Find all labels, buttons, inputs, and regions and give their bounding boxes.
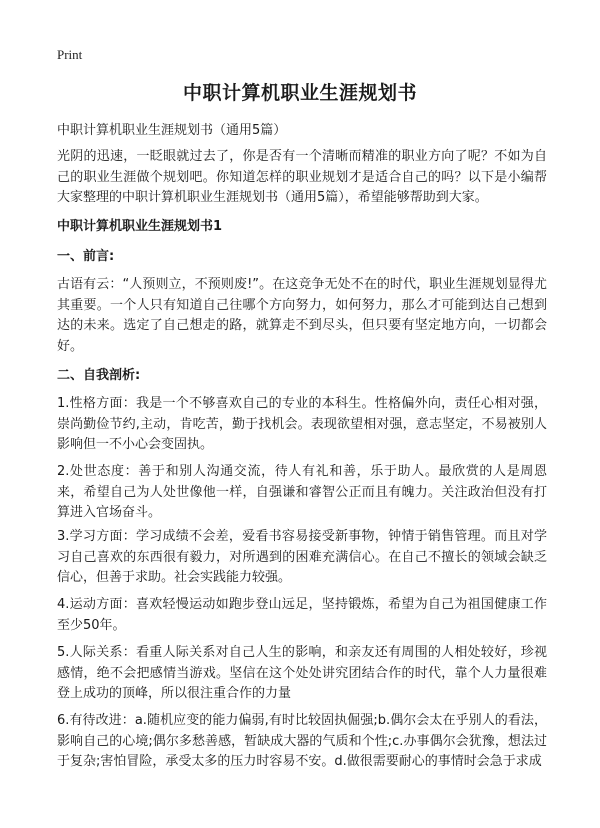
analysis-item-sport: 4.运动方面：喜欢轻慢运动如跑步登山远足，坚持锻炼，希望为自己为祖国健康工作至少50年。 <box>57 597 547 633</box>
preface-paragraph: 古语有云：“人预则立，不预则废!”。在这竞争无处不在的时代，职业生涯规划显得尤其重要。一个人只有知道自己往哪个方向努力，如何努力，那么才可能到达自己想到达的未来。选定了自己想走的路，就算走不到尽头，但只要有坚定地方向，一切都会好。 <box>57 277 547 354</box>
analysis-item-improvements: 6.有待改进：a.随机应变的能力偏弱,有时比较固执倔强;b.偶尔会太在乎别人的看法，影响自己的心境;偶尔多愁善感，暂缺成大器的气质和个性;c.办事偶尔会犹豫，想法过于复杂;害怕冒险，承受太多的压力时容易不安。d.做很需要耐心的事情时会急于求成 <box>57 713 547 769</box>
section-heading: 中职计算机职业生涯规划书1 <box>57 219 223 234</box>
page-title: 中职计算机职业生涯规划书 <box>182 82 417 104</box>
intro-paragraph: 光阴的迅速，一眨眼就过去了，你是否有一个清晰而精准的职业方向了呢？不如为自己的职业生涯做个规划吧。你知道怎样的职业规划才是适合自己的吗？以下是小编帮大家整理的中职计算机职业生涯规划书（通用5篇），希望能够帮助到大家。 <box>57 149 547 205</box>
document-subtitle: 中职计算机职业生涯规划书（通用5篇） <box>57 123 287 138</box>
analysis-item-relationships: 5.人际关系：看重人际关系对自己人生的影响，和亲友还有周围的人相处较好，珍视感情，绝不会把感情当游戏。坚信在这个处处讲究团结合作的时代，靠个人力量很难登上成功的顶峰，所以很注重合作的力量 <box>57 645 547 701</box>
analysis-item-attitude: 2.处世态度：善于和别人沟通交流，待人有礼和善，乐于助人。最欣赏的人是周恩来，希望自己为人处世像他一样，自强谦和睿智公正而且有魄力。关注政治但没有打算进入官场奋斗。 <box>57 464 547 520</box>
subheading-self-analysis: 二、自我剖析: <box>57 368 141 383</box>
analysis-item-study: 3.学习方面：学习成绩不会差，爱看书容易接受新事物，钟情于销售管理。而且对学习自己喜欢的东西很有毅力，对所遇到的困难充满信心。在自己不擅长的领域会缺乏信心，但善于求助。社会实践能力较强。 <box>57 529 547 585</box>
analysis-item-personality: 1.性格方面：我是一个不够喜欢自己的专业的本科生。性格偏外向，责任心相对强，崇尚勤俭节约,主动，肯吃苦，勤于找机会。表现欲望相对强，意志坚定，不易被别人影响但一不小心会变固执。 <box>57 396 547 452</box>
subheading-preface: 一、前言: <box>57 249 115 264</box>
print-link[interactable]: Print <box>57 47 83 62</box>
